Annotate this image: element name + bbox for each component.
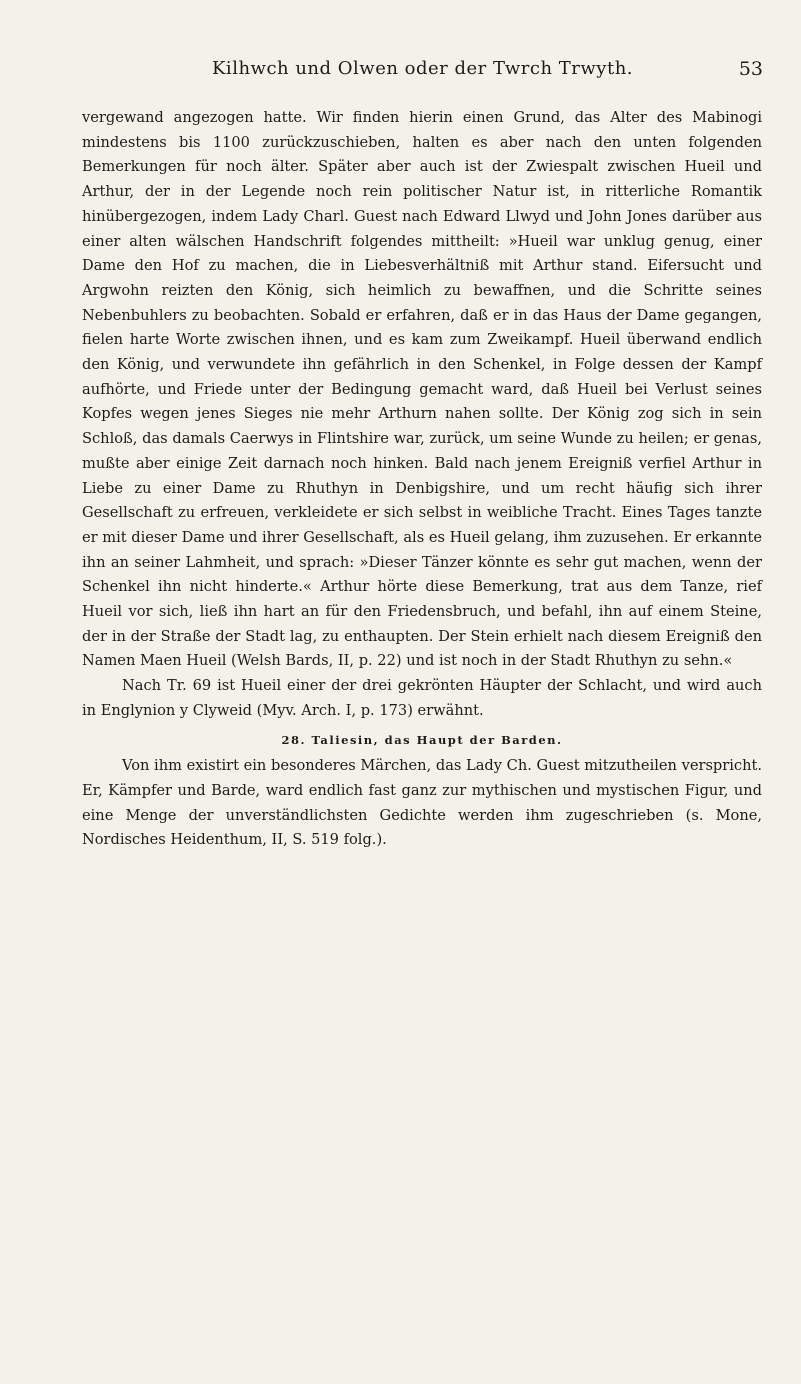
page-header	[82, 58, 763, 88]
running-title: Kilhwch und Olwen oder der Twrch Trwyth.	[211, 58, 634, 79]
page-number: 53	[738, 58, 763, 80]
paragraph: vergewand angezogen hatte. Wir finden hierin einen Grund, das Alter des Mabinogi mindestens bis 1100 zurückzuschieben, halten es aber nach den unten folgenden Bemerkungen für noch älter. Später aber auch ist der Zwiespalt zwischen Hueil und Arthur, der in der Legende noch rein politischer Natur ist, in ritterliche Romantik hinübergezogen, indem Lady Charl. Guest nach Edward Llwyd und John Jones darüber aus einer alten wälschen Handschrift folgendes mittheilt: »Hueil war unklug genug, einer Dame den Hof zu machen, die in Liebesverhältniß mit Arthur stand. Eifersucht und Argwohn reizten den König, sich heimlich zu bewaffnen, und die Schritte seines Nebenbuhlers zu beobachten. Sobald er erfahren, daß er in das Haus der Dame gegangen, fielen harte Worte zwischen ihnen, und es kam zum Zweikampf. Hueil überwand endlich den König, und verwundete ihn gefährlich in den Schenkel, in Folge dessen der Kampf aufhörte, und Friede unter der Bedingung gemacht ward, daß Hueil bei Verlust seines Kopfes wegen jenes Sieges nie mehr Arthurn nahen sollte. Der König zog sich in sein Schloß, das damals Caerwys in Flintshire war, zurück, um seine Wunde zu heilen; er genas, mußte aber einige Zeit darnach noch hinken. Bald nach jenem Ereigniß verfiel Arthur in Liebe zu einer Dame zu Rhuthyn in Denbigshire, und um recht häufig sich ihrer Gesellschaft zu erfreuen, verkleidete er sich selbst in weibliche Tracht. Eines Tages tanzte er mit dieser Dame und ihrer Gesellschaft, als es Hueil gelang, ihm zuzusehen. Er erkannte ihn an seiner Lahmheit, und sprach: »Dieser Tänzer könnte es sehr gut machen, wenn der Schenkel ihn nicht hinderte.« Arthur hörte diese Bemerkung, trat aus dem Tanze, rief Hueil vor sich, ließ ihn hart an für den Friedensbruch, und befahl, ihn auf einem Steine, der in der Straße der Stadt lag, zu enthaupten. Der Stein erhielt nach diesem Ereigniß den Namen Maen Hueil (Welsh Bards, II, p. 22) und ist noch in der Stadt Rhuthyn zu sehn.«	[82, 109, 762, 670]
paragraph: Nach Tr. 69 ist Hueil einer der drei gekrönten Häupter der Schlacht, und wird auch in Englynion y Clyweid (Myv. Arch. I, p. 173) erwähnt.	[82, 677, 762, 719]
section-heading: 28. Taliesin, das Haupt der Barden.	[281, 732, 563, 747]
paragraph: Von ihm existirt ein besonderes Märchen, das Lady Ch. Guest mitzutheilen verspricht. Er, Kämpfer und Barde, ward endlich fast ganz zur mythischen und mystischen Figur, und eine Menge der unverständlichsten Gedichte werden ihm zugeschrieben (s. Mone, Nordisches Heidenthum, II, S. 519 folg.).	[82, 757, 762, 849]
body-text	[82, 106, 762, 853]
